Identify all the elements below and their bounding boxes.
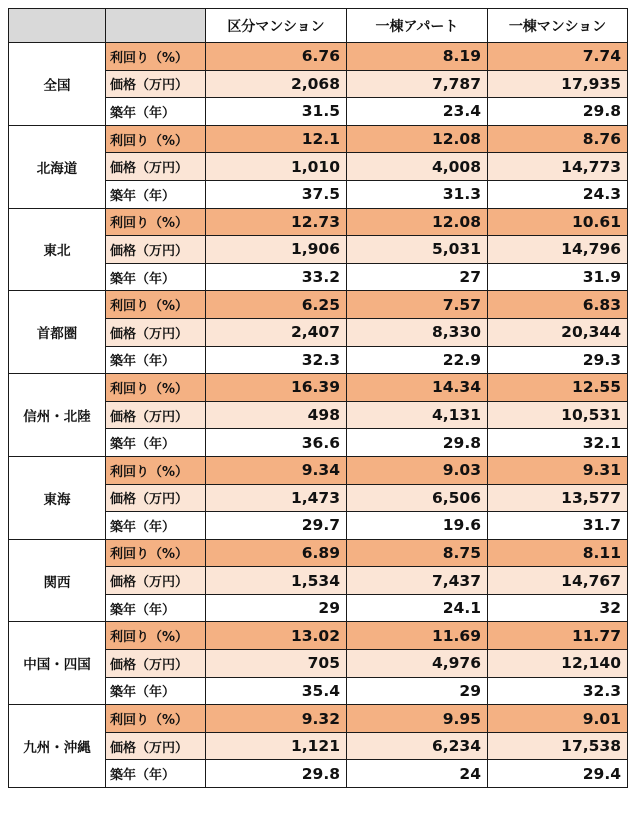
value-cell: 14,796 xyxy=(488,236,628,264)
value-cell: 20,344 xyxy=(488,318,628,346)
value-cell: 31.5 xyxy=(206,98,347,126)
value-cell: 32.3 xyxy=(488,677,628,705)
value-cell: 31.7 xyxy=(488,512,628,540)
table-row-yield-row xyxy=(9,291,628,319)
value-cell: 9.34 xyxy=(206,456,347,484)
value-cell: 6.83 xyxy=(488,291,628,319)
value-cell: 32.3 xyxy=(206,346,347,374)
value-cell: 7.57 xyxy=(347,291,488,319)
metric-label-cell: 利回り（%） xyxy=(106,622,206,650)
value-cell: 24 xyxy=(347,760,488,788)
region-name-cell: 九州・沖縄 xyxy=(9,705,106,788)
table-row-yield-row xyxy=(9,125,628,153)
metric-label-cell: 価格（万円） xyxy=(106,650,206,678)
value-cell: 9.01 xyxy=(488,705,628,733)
value-cell: 7.74 xyxy=(488,43,628,71)
value-cell: 10,531 xyxy=(488,401,628,429)
header-metric-cell xyxy=(106,9,206,43)
metric-label-cell: 築年（年） xyxy=(106,346,206,374)
value-cell: 29.8 xyxy=(206,760,347,788)
table-row-yield-row xyxy=(9,705,628,733)
value-cell: 29.3 xyxy=(488,346,628,374)
metric-label-cell: 価格（万円） xyxy=(106,567,206,595)
metric-label-cell: 築年（年） xyxy=(106,512,206,540)
header-itto-mansion: 一棟マンション xyxy=(488,9,628,43)
value-cell: 24.3 xyxy=(488,180,628,208)
value-cell: 29 xyxy=(347,677,488,705)
value-cell: 6.25 xyxy=(206,291,347,319)
value-cell: 4,976 xyxy=(347,650,488,678)
metric-label-cell: 価格（万円） xyxy=(106,236,206,264)
table-body xyxy=(9,43,628,788)
value-cell: 8.19 xyxy=(347,43,488,71)
value-cell: 9.95 xyxy=(347,705,488,733)
value-cell: 1,534 xyxy=(206,567,347,595)
value-cell: 29 xyxy=(206,594,347,622)
table-row-yield-row xyxy=(9,622,628,650)
metric-label-cell: 築年（年） xyxy=(106,760,206,788)
value-cell: 16.39 xyxy=(206,374,347,402)
metric-label-cell: 築年（年） xyxy=(106,180,206,208)
property-yield-table xyxy=(8,8,628,788)
region-name-cell: 関西 xyxy=(9,539,106,622)
value-cell: 8.75 xyxy=(347,539,488,567)
value-cell: 12.08 xyxy=(347,208,488,236)
metric-label-cell: 利回り（%） xyxy=(106,43,206,71)
metric-label-cell: 利回り（%） xyxy=(106,374,206,402)
region-name-cell: 東海 xyxy=(9,456,106,539)
value-cell: 24.1 xyxy=(347,594,488,622)
metric-label-cell: 築年（年） xyxy=(106,594,206,622)
value-cell: 33.2 xyxy=(206,263,347,291)
value-cell: 12.1 xyxy=(206,125,347,153)
metric-label-cell: 利回り（%） xyxy=(106,291,206,319)
value-cell: 11.69 xyxy=(347,622,488,650)
value-cell: 32 xyxy=(488,594,628,622)
header-itto-apartment: 一棟アパート xyxy=(347,9,488,43)
value-cell: 29.8 xyxy=(488,98,628,126)
value-cell: 29.8 xyxy=(347,429,488,457)
value-cell: 6,506 xyxy=(347,484,488,512)
metric-label-cell: 価格（万円） xyxy=(106,153,206,181)
value-cell: 8.76 xyxy=(488,125,628,153)
metric-label-cell: 利回り（%） xyxy=(106,456,206,484)
value-cell: 27 xyxy=(347,263,488,291)
table-row-yield-row xyxy=(9,43,628,71)
value-cell: 22.9 xyxy=(347,346,488,374)
value-cell: 12,140 xyxy=(488,650,628,678)
value-cell: 29.7 xyxy=(206,512,347,540)
header-kubun-mansion: 区分マンション xyxy=(206,9,347,43)
value-cell: 17,935 xyxy=(488,70,628,98)
value-cell: 11.77 xyxy=(488,622,628,650)
table-header-row xyxy=(9,9,628,43)
table-row-yield-row xyxy=(9,456,628,484)
region-name-cell: 全国 xyxy=(9,43,106,126)
metric-label-cell: 価格（万円） xyxy=(106,318,206,346)
metric-label-cell: 築年（年） xyxy=(106,263,206,291)
value-cell: 9.03 xyxy=(347,456,488,484)
value-cell: 19.6 xyxy=(347,512,488,540)
value-cell: 4,131 xyxy=(347,401,488,429)
value-cell: 13.02 xyxy=(206,622,347,650)
value-cell: 36.6 xyxy=(206,429,347,457)
region-name-cell: 北海道 xyxy=(9,125,106,208)
metric-label-cell: 利回り（%） xyxy=(106,705,206,733)
value-cell: 4,008 xyxy=(347,153,488,181)
value-cell: 14,767 xyxy=(488,567,628,595)
value-cell: 12.73 xyxy=(206,208,347,236)
metric-label-cell: 利回り（%） xyxy=(106,539,206,567)
value-cell: 29.4 xyxy=(488,760,628,788)
value-cell: 2,068 xyxy=(206,70,347,98)
value-cell: 6,234 xyxy=(347,732,488,760)
value-cell: 17,538 xyxy=(488,732,628,760)
value-cell: 14.34 xyxy=(347,374,488,402)
value-cell: 10.61 xyxy=(488,208,628,236)
value-cell: 37.5 xyxy=(206,180,347,208)
value-cell: 12.55 xyxy=(488,374,628,402)
header-corner-cell xyxy=(9,9,106,43)
value-cell: 9.32 xyxy=(206,705,347,733)
metric-label-cell: 価格（万円） xyxy=(106,484,206,512)
value-cell: 1,121 xyxy=(206,732,347,760)
metric-label-cell: 価格（万円） xyxy=(106,401,206,429)
value-cell: 32.1 xyxy=(488,429,628,457)
value-cell: 705 xyxy=(206,650,347,678)
value-cell: 7,437 xyxy=(347,567,488,595)
value-cell: 14,773 xyxy=(488,153,628,181)
value-cell: 13,577 xyxy=(488,484,628,512)
value-cell: 2,407 xyxy=(206,318,347,346)
value-cell: 35.4 xyxy=(206,677,347,705)
region-name-cell: 東北 xyxy=(9,208,106,291)
metric-label-cell: 築年（年） xyxy=(106,677,206,705)
value-cell: 9.31 xyxy=(488,456,628,484)
metric-label-cell: 価格（万円） xyxy=(106,732,206,760)
metric-label-cell: 築年（年） xyxy=(106,429,206,457)
table-row-yield-row xyxy=(9,539,628,567)
metric-label-cell: 利回り（%） xyxy=(106,125,206,153)
region-name-cell: 中国・四国 xyxy=(9,622,106,705)
metric-label-cell: 築年（年） xyxy=(106,98,206,126)
value-cell: 5,031 xyxy=(347,236,488,264)
value-cell: 8.11 xyxy=(488,539,628,567)
metric-label-cell: 利回り（%） xyxy=(106,208,206,236)
value-cell: 6.76 xyxy=(206,43,347,71)
table-row-yield-row xyxy=(9,374,628,402)
value-cell: 1,473 xyxy=(206,484,347,512)
region-name-cell: 首都圏 xyxy=(9,291,106,374)
value-cell: 31.3 xyxy=(347,180,488,208)
value-cell: 8,330 xyxy=(347,318,488,346)
value-cell: 23.4 xyxy=(347,98,488,126)
value-cell: 12.08 xyxy=(347,125,488,153)
value-cell: 7,787 xyxy=(347,70,488,98)
metric-label-cell: 価格（万円） xyxy=(106,70,206,98)
value-cell: 31.9 xyxy=(488,263,628,291)
region-name-cell: 信州・北陸 xyxy=(9,374,106,457)
value-cell: 6.89 xyxy=(206,539,347,567)
value-cell: 498 xyxy=(206,401,347,429)
value-cell: 1,906 xyxy=(206,236,347,264)
table-row-yield-row xyxy=(9,208,628,236)
value-cell: 1,010 xyxy=(206,153,347,181)
